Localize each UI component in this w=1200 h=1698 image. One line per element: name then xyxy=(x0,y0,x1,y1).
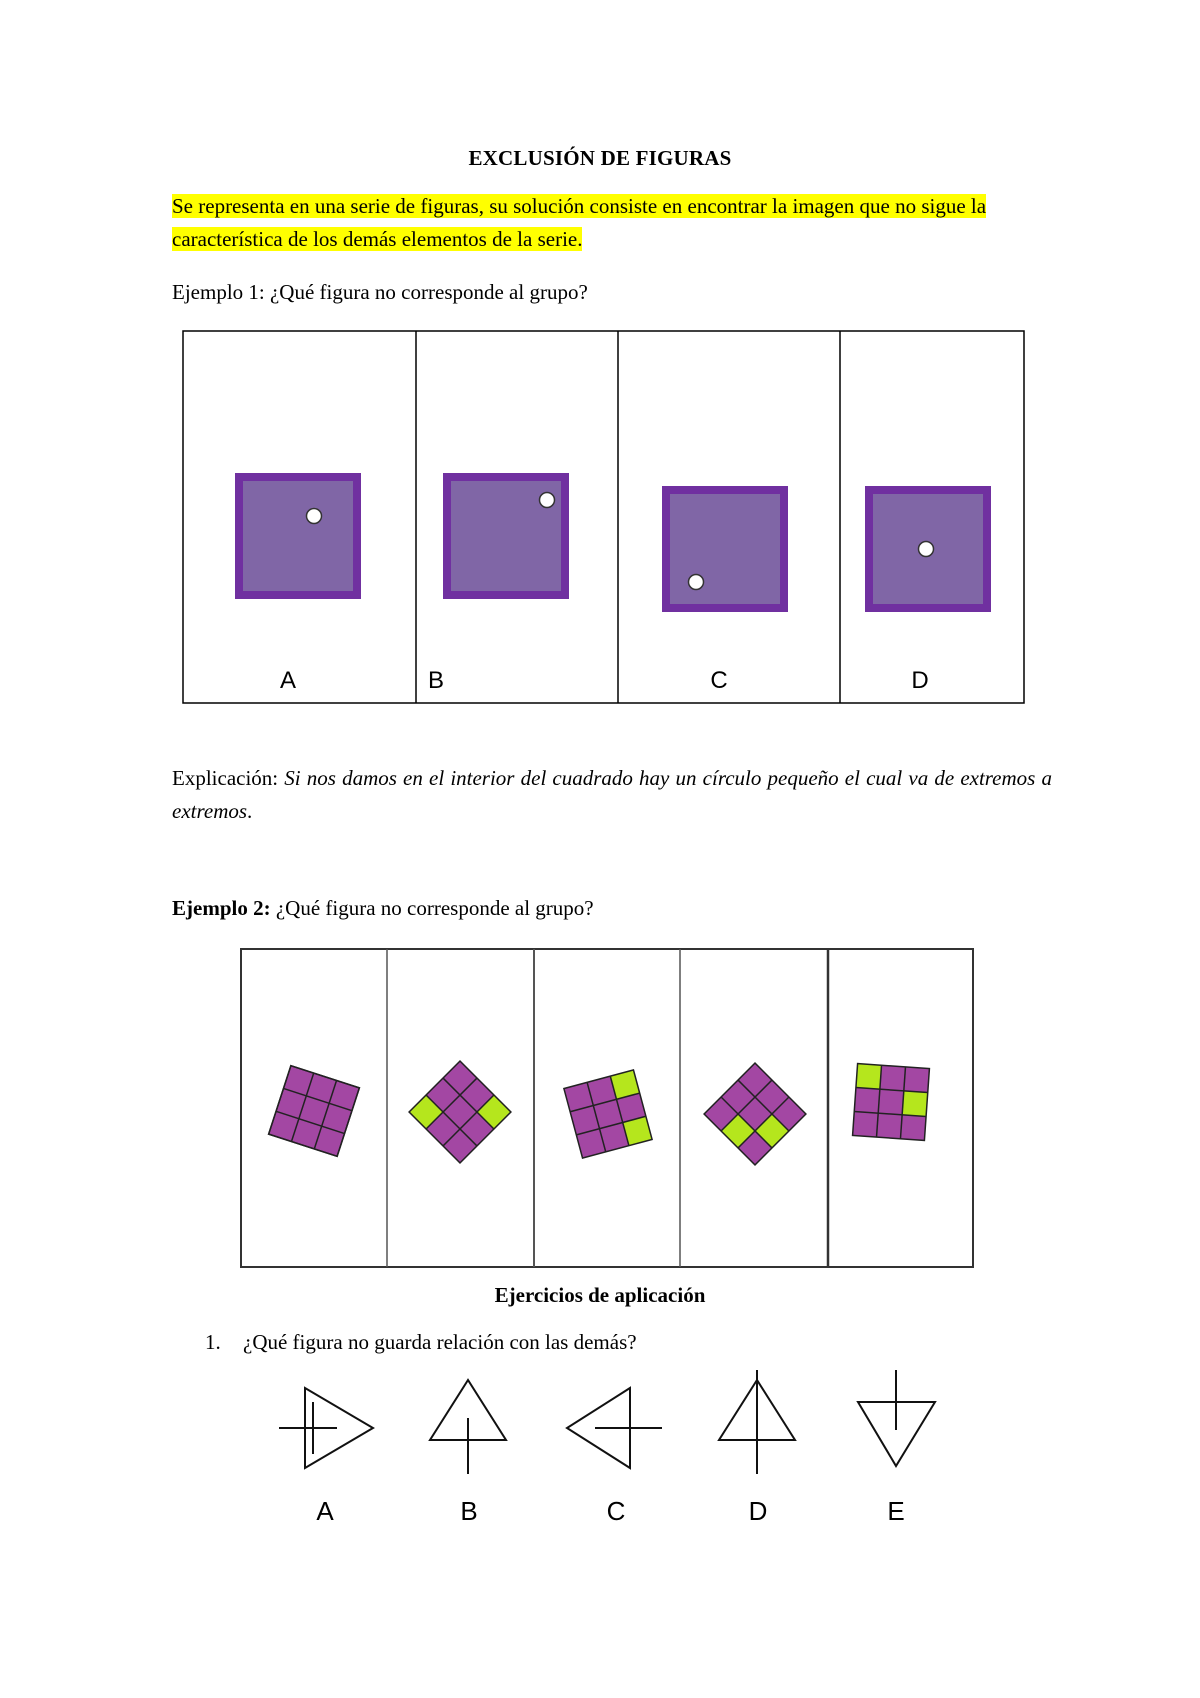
intro-paragraph xyxy=(172,190,1052,256)
explanation-end: . xyxy=(247,799,253,823)
example1-option-b xyxy=(447,477,569,599)
exercise1-option-c xyxy=(567,1388,662,1468)
exercise1-letter: A xyxy=(316,1496,334,1526)
example1-letter: B xyxy=(427,667,445,694)
example1-figure xyxy=(182,330,1027,706)
example2-label: Ejemplo 2: xyxy=(172,896,271,920)
exercise1-figure xyxy=(255,1370,960,1530)
exercise1-letter: D xyxy=(748,1496,768,1526)
exercise1-letter: B xyxy=(460,1496,478,1526)
question-text: ¿Qué figura no guarda relación con las demás? xyxy=(243,1330,637,1354)
exercise1-letter: E xyxy=(887,1496,905,1526)
example2-figure xyxy=(240,948,976,1270)
exercise1-letter: C xyxy=(606,1496,626,1526)
example2-line xyxy=(172,892,1052,925)
example1-letter: D xyxy=(911,667,929,694)
example1-letter: C xyxy=(710,667,728,694)
example1-label: Ejemplo 1: ¿Qué figura no corresponde al grupo? xyxy=(172,280,588,304)
exercises-heading: Ejercicios de aplicación xyxy=(494,1283,706,1307)
example2-option-e xyxy=(853,1064,930,1141)
example1-option-c xyxy=(666,490,788,612)
explanation-paragraph xyxy=(172,762,1052,828)
explanation-text: Si nos damos en el interior del cuadrado hay un círculo pequeño el cual va de extremos a extremos xyxy=(172,766,1052,823)
exercise1-option-e xyxy=(858,1370,935,1466)
example2-question: ¿Qué figura no corresponde al grupo? xyxy=(270,896,594,920)
exercise-question-1 xyxy=(205,1330,637,1355)
explanation-label: Explicación: xyxy=(172,766,285,790)
exercise1-option-b xyxy=(430,1380,506,1474)
example1-option-d xyxy=(869,490,991,612)
example1-option-a xyxy=(239,477,361,599)
page-title: EXCLUSIÓN DE FIGURAS xyxy=(468,146,732,170)
exercise1-option-a xyxy=(279,1388,373,1468)
exercise1-option-d xyxy=(719,1370,795,1474)
intro-highlight: Se representa en una serie de figuras, su solución consiste en encontrar la imagen que no sigue la característica de los demás elementos de la serie. xyxy=(172,194,987,251)
question-number: 1. xyxy=(205,1330,221,1354)
example1-letter: A xyxy=(279,667,297,694)
